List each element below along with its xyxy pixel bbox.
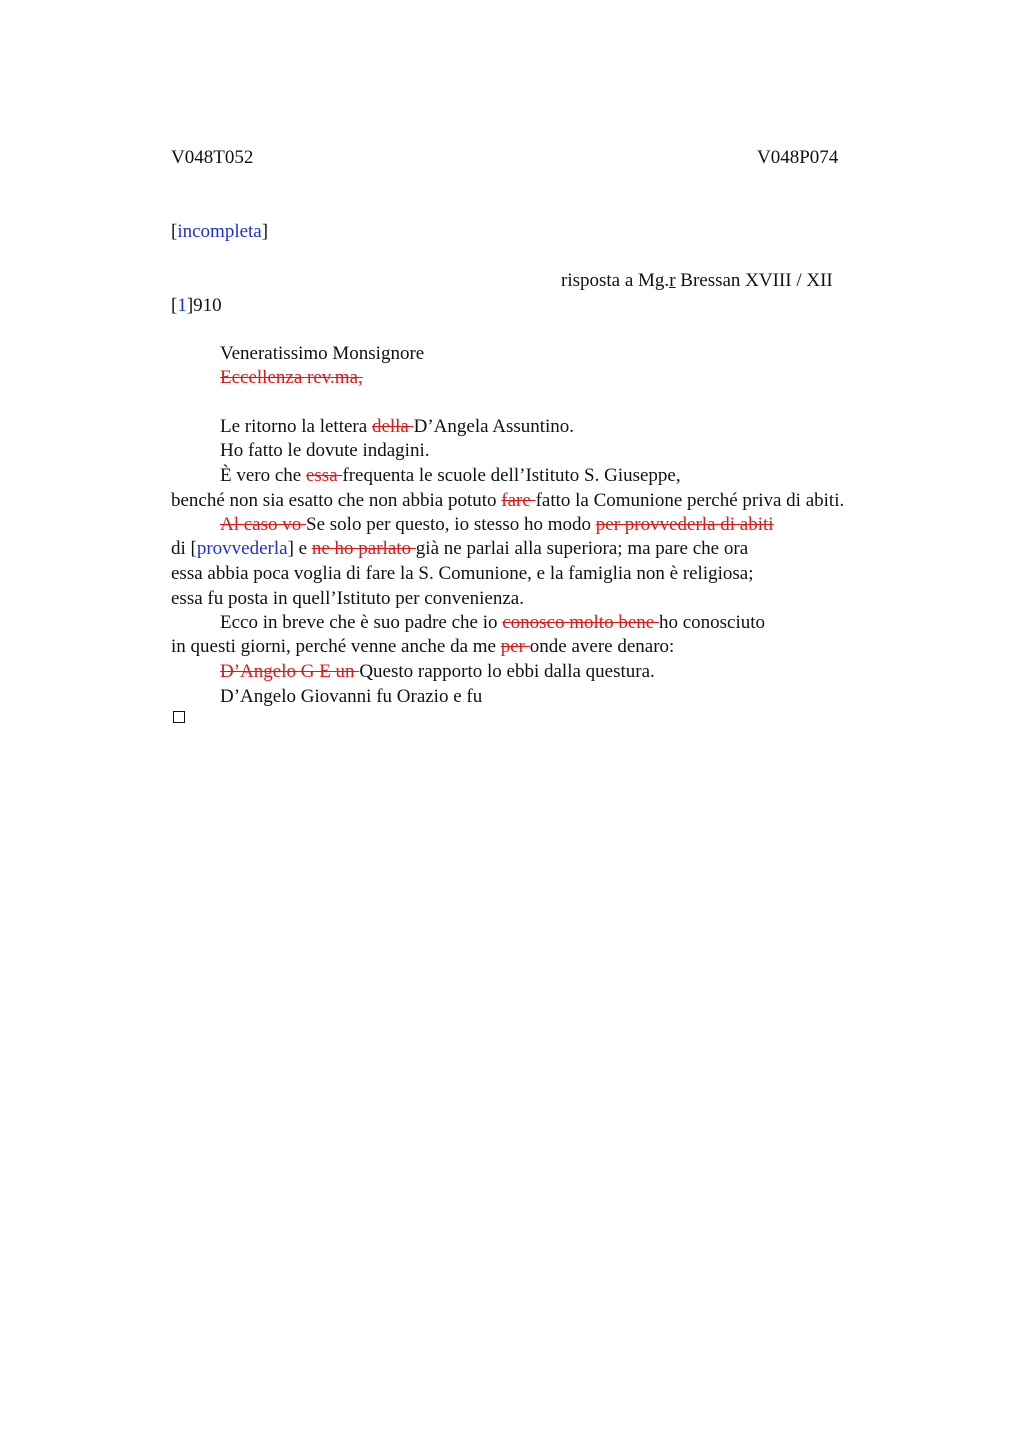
reply-date-post: Bressan XVIII / XII: [675, 270, 833, 291]
text-segment: D’Angela Assuntino.: [413, 416, 575, 437]
checkbox-square-icon: [173, 711, 185, 723]
bracket-open: [: [171, 221, 178, 242]
text-line-1: [220, 415, 574, 439]
text-line-5: [220, 513, 774, 537]
text-segment: Se solo per questo, io stesso ho modo: [306, 514, 596, 535]
deleted-salutation: Eccellenza rev.ma,: [220, 367, 363, 388]
document-code-right: V048P074: [757, 147, 839, 168]
text-segment: ho conosciuto: [658, 612, 766, 633]
text-segment: di [: [171, 538, 197, 559]
editorial-insertion: provvederla: [196, 538, 288, 559]
text-segment: frequenta le scuole dell’Istituto S. Giuseppe,: [342, 465, 681, 486]
text-line-4: [171, 489, 844, 513]
text-segment: Ho fatto le dovute indagini.: [220, 440, 430, 461]
text-line-3: [220, 464, 681, 488]
text-segment: onde avere denaro:: [529, 636, 675, 657]
text-segment: fatto la Comunione perché priva di abiti.: [535, 490, 845, 511]
status-label: incompleta: [177, 221, 262, 242]
deleted-text: D’Angelo G E un: [220, 661, 360, 682]
text-line-12: [220, 685, 482, 709]
text-segment: benché non sia esatto che non abbia potuto: [171, 490, 502, 511]
text-line-6: [171, 537, 748, 561]
text-segment: già ne parlai alla superiora; ma pare che ora: [415, 538, 749, 559]
deleted-text: per provvederla di abiti: [595, 514, 774, 535]
text-line-2: [220, 439, 429, 463]
reply-date-line: [561, 269, 833, 293]
salutation: Veneratissimo Monsignore: [220, 343, 425, 364]
text-segment: Questo rapporto lo ebbi dalla questura.: [359, 661, 655, 682]
text-segment: È vero che: [220, 465, 306, 486]
text-segment: D’Angelo Giovanni fu Orazio e fu: [220, 686, 483, 707]
text-segment: essa abbia poca voglia di fare la S. Comunione, e la famiglia non è religiosa;: [171, 563, 754, 584]
deleted-text: della: [371, 416, 414, 437]
reply-date-pre: risposta a Mg.: [561, 270, 670, 291]
document-code-left: V048T052: [171, 147, 254, 168]
text-line-10: [171, 635, 674, 659]
year-bracket-open: [: [171, 295, 178, 316]
deleted-text: ne ho parlato: [311, 538, 416, 559]
text-segment: ] e: [287, 538, 312, 559]
text-line-9: [220, 611, 765, 635]
text-segment: in questi giorni, perché venne anche da me: [171, 636, 501, 657]
text-line-7: [171, 562, 754, 586]
text-line-11: [220, 660, 655, 684]
year-rest: ]910: [186, 295, 222, 316]
reply-date-underlined: r: [669, 270, 676, 291]
bracket-close: ]: [261, 221, 269, 242]
deleted-text: fare: [501, 490, 536, 511]
text-segment: Ecco in breve che è suo padre che io: [220, 612, 503, 633]
text-segment: Le ritorno la lettera: [220, 416, 372, 437]
deleted-text: Al caso vo: [220, 514, 307, 535]
deleted-text: per: [500, 636, 530, 657]
deleted-text: essa: [305, 465, 343, 486]
year-line: [171, 294, 222, 318]
status-note: [171, 220, 268, 244]
year-digit: 1: [177, 295, 187, 316]
text-line-8: [171, 587, 524, 611]
text-segment: essa fu posta in quell’Istituto per convenienza.: [171, 588, 524, 609]
deleted-text: conosco molto bene: [502, 612, 659, 633]
